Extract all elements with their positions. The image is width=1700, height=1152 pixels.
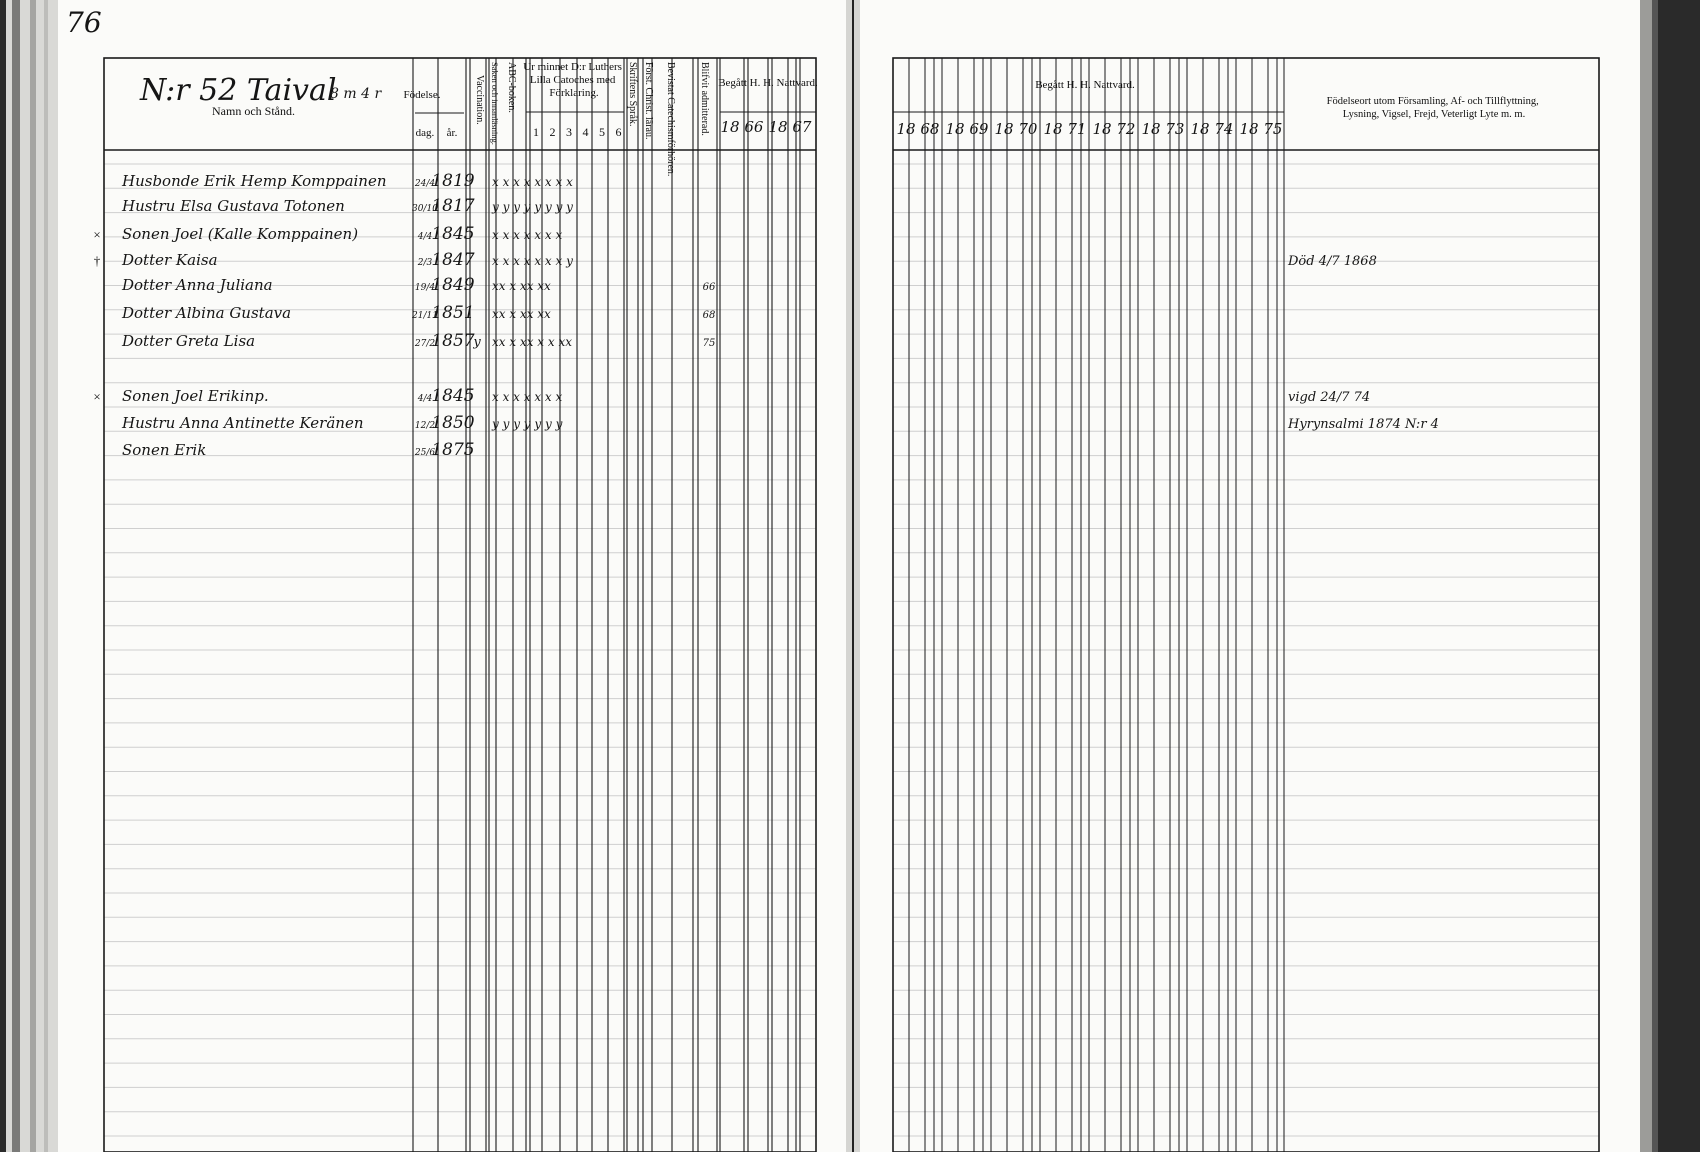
catechism-col-5: 5 bbox=[599, 125, 605, 139]
birth-day: 19/4 bbox=[414, 283, 436, 293]
communion-year: 18 75 bbox=[1239, 120, 1283, 138]
scripture-label: Skriftens Språk. bbox=[627, 62, 638, 127]
reading-marks: xx x xx xx bbox=[492, 307, 551, 321]
admitted: 66 bbox=[702, 282, 716, 293]
reading-marks: x x x x x x x x bbox=[492, 175, 573, 189]
birth-day: 2/3 bbox=[417, 258, 433, 268]
birth-year: 1851 bbox=[431, 303, 475, 323]
birth-day: 25/6 bbox=[414, 448, 436, 458]
person-name: Dotter Greta Lisa bbox=[122, 332, 256, 350]
reading-marks: x x x x x x x bbox=[492, 228, 563, 242]
person-name: Dotter Albina Gustava bbox=[122, 304, 292, 322]
birth-year: 1845 bbox=[431, 386, 475, 406]
reading-marks: x x x x x x x bbox=[492, 390, 563, 404]
farm-title: N:r 52 Taival bbox=[140, 73, 337, 108]
year-1866: 18 66 bbox=[720, 118, 764, 136]
person-name: Husbonde Erik Hemp Komppainen bbox=[122, 172, 387, 190]
birth-year: 1849 bbox=[431, 275, 475, 295]
right-page bbox=[858, 0, 1658, 1152]
reading-marks: x x x x x x x y bbox=[492, 254, 573, 268]
christ-label: Först. Christ. lärau. bbox=[643, 62, 654, 140]
reading-label: Saken och innanläsning. bbox=[490, 62, 500, 145]
person-name: Sonen Joel (Kalle Komppainen) bbox=[122, 225, 359, 243]
communion-year: 18 72 bbox=[1092, 120, 1136, 138]
year-1867: 18 67 bbox=[768, 118, 812, 136]
notes: vigd 24/7 74 bbox=[1288, 390, 1371, 405]
catechism-label: Ur minnet D:r Luthers Lilla Catoches med Förklaring. bbox=[523, 61, 622, 99]
person-name: Sonen Erik bbox=[122, 441, 207, 459]
communion-label-left: Begått H. H. Nattvard. bbox=[718, 77, 818, 89]
birth-year: 1817 bbox=[431, 196, 475, 216]
catechism-col-2: 2 bbox=[549, 125, 556, 139]
birth-day: 4/4 bbox=[417, 232, 433, 242]
birth-year: 1845 bbox=[431, 224, 475, 244]
reading-marks: y y y y y y y y bbox=[492, 200, 573, 214]
birth-year: 1875 bbox=[431, 440, 475, 460]
birth-year: 1819 bbox=[431, 171, 475, 191]
person-name: Sonen Joel Erikinp. bbox=[122, 387, 269, 405]
catechism-book-label: Bevistat Catechismförhören. bbox=[665, 62, 676, 177]
birth-label: Födelse. bbox=[403, 89, 441, 101]
farm-note: 8 m 4 r bbox=[330, 86, 382, 102]
birth-day: 30/10 bbox=[412, 204, 438, 214]
birth-year: 1847 bbox=[431, 250, 475, 270]
reading-marks: y y y y y y y bbox=[492, 417, 563, 431]
birth-day: 21/11 bbox=[412, 311, 438, 321]
birth-day: 27/2 bbox=[414, 339, 436, 349]
margin-mark: † bbox=[93, 253, 101, 268]
right-horizontal-rules bbox=[893, 164, 1599, 1136]
admitted-label: Blifvit admitterad. bbox=[699, 62, 710, 136]
day-label: dag. bbox=[415, 127, 435, 139]
margin-mark: × bbox=[93, 227, 101, 242]
communion-year: 18 71 bbox=[1043, 120, 1087, 138]
communion-year: 18 70 bbox=[994, 120, 1038, 138]
communion-year: 18 69 bbox=[945, 120, 989, 138]
communion-year: 18 68 bbox=[896, 120, 940, 138]
catechism-col-6: 6 bbox=[615, 125, 622, 139]
notes: Hyrynsalmi 1874 N:r 4 bbox=[1288, 417, 1439, 432]
catechism-col-3: 3 bbox=[566, 125, 572, 139]
notes: Död 4/7 1868 bbox=[1288, 254, 1377, 269]
catechism-col-4: 4 bbox=[582, 125, 589, 139]
page-number: 76 bbox=[66, 6, 102, 39]
birth-day: 24/4 bbox=[414, 179, 436, 189]
name-column-label: Namn och Stånd. bbox=[212, 104, 295, 118]
vaccination-label: Vaccination. bbox=[474, 75, 485, 125]
birth-year: 1850 bbox=[431, 413, 475, 433]
notes-column-label: Födelseort utom Församling, Af- och Tillflyttning, Lysning, Vigsel, Frejd, Veterligt Lyte m. m. bbox=[1326, 96, 1539, 120]
birth-day: 12/2 bbox=[414, 421, 436, 431]
communion-year: 18 73 bbox=[1141, 120, 1185, 138]
admitted: 75 bbox=[702, 338, 716, 349]
person-name: Dotter Kaisa bbox=[122, 251, 218, 269]
person-name: Hustru Elsa Gustava Totonen bbox=[122, 197, 345, 215]
catechism-col-1: 1 bbox=[533, 125, 539, 139]
abc-label: ABC-boken. bbox=[506, 62, 517, 113]
vaccination: y bbox=[473, 335, 481, 350]
admitted: 68 bbox=[702, 310, 716, 321]
person-name: Dotter Anna Juliana bbox=[122, 276, 273, 294]
reading-marks: xx x xx xx bbox=[492, 279, 551, 293]
birth-year: 1857 bbox=[431, 331, 475, 351]
communion-label-right: Begått H. H. Nattvard. bbox=[1035, 79, 1135, 91]
margin-mark: × bbox=[93, 389, 101, 404]
reading-marks: xx x xx x x xx bbox=[492, 335, 572, 349]
year-label: år. bbox=[446, 127, 458, 139]
communion-year: 18 74 bbox=[1190, 120, 1234, 138]
person-name: Hustru Anna Antinette Keränen bbox=[122, 414, 364, 432]
birth-day: 4/4 bbox=[417, 394, 433, 404]
